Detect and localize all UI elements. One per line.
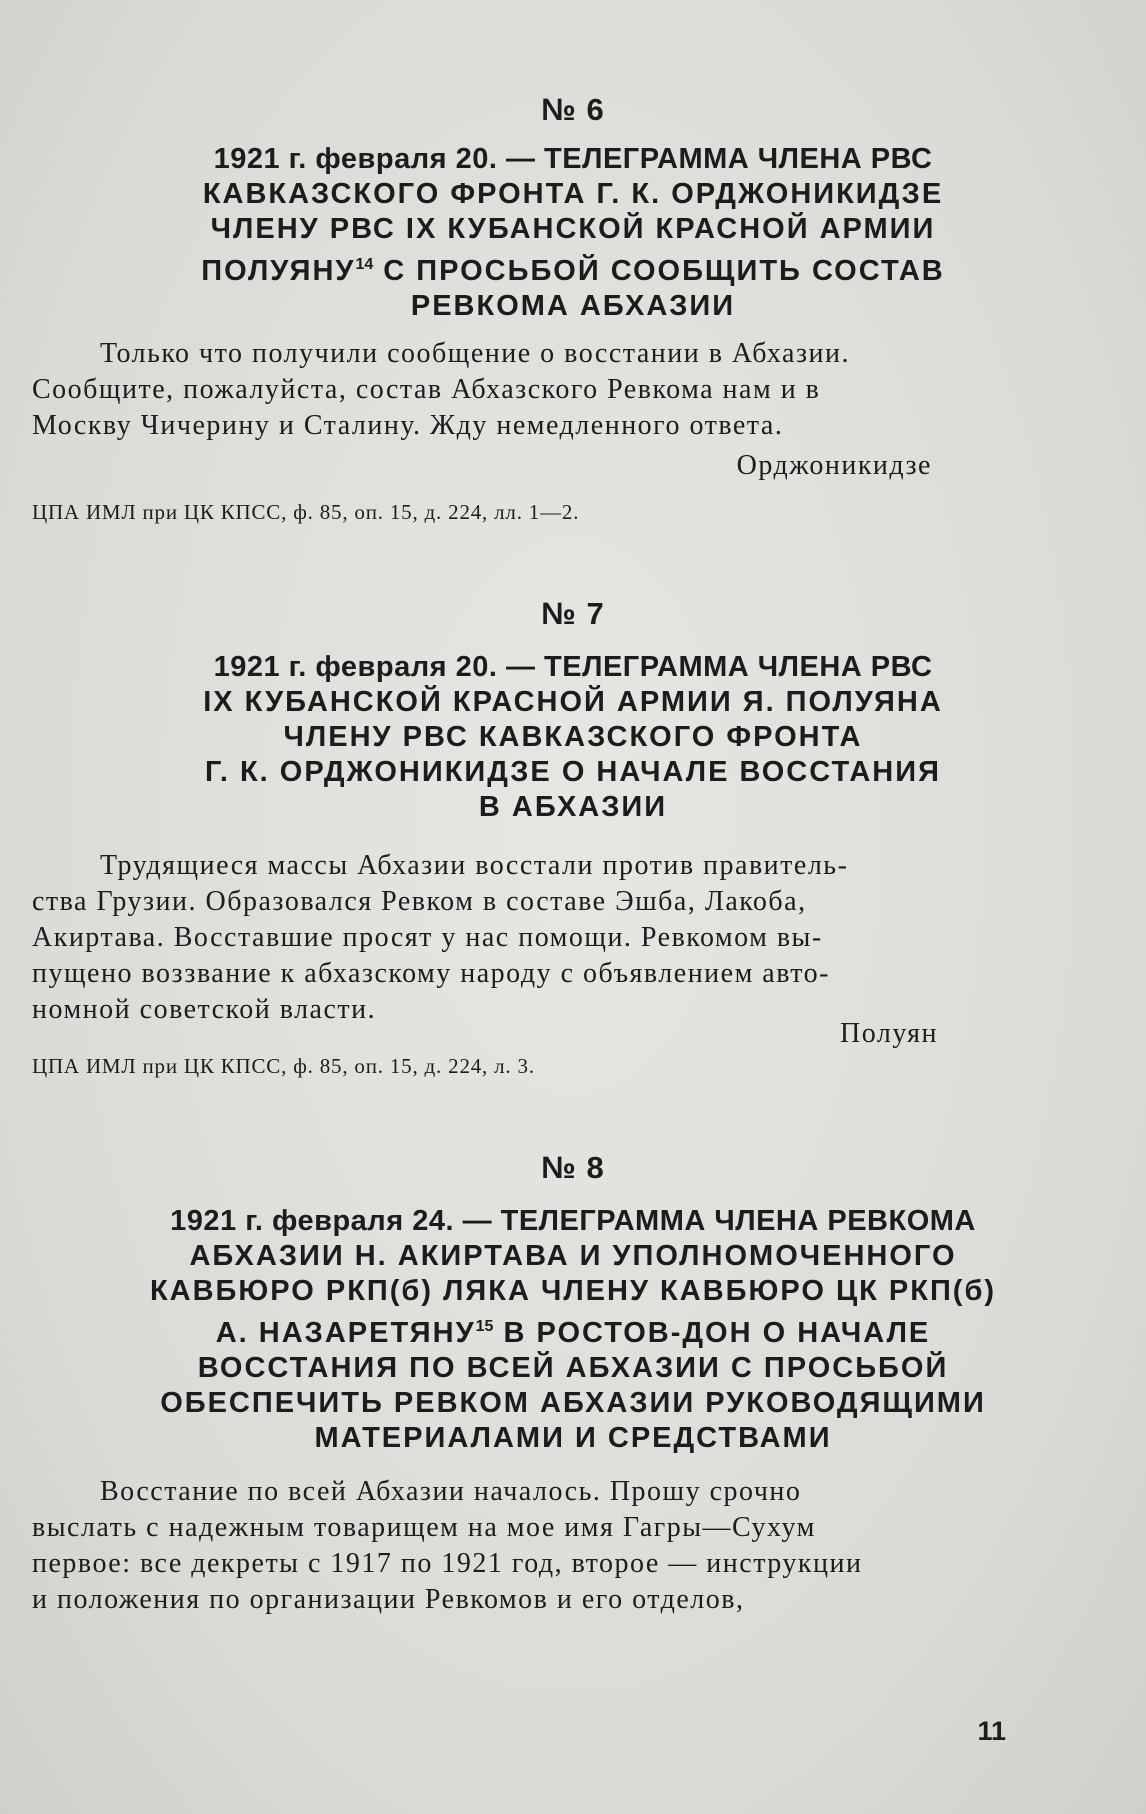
heading-line: КАВКАЗСКОГО ФРОНТА Г. К. ОРДЖОНИКИДЗЕ <box>202 178 944 210</box>
heading-line <box>0 1309 1146 1351</box>
heading-line: ЧЛЕНУ РВС КАВКАЗСКОГО ФРОНТА <box>283 721 863 753</box>
heading-line: КАВБЮРО РКП(б) ЛЯКА ЧЛЕНУ КАВБЮРО ЦК РКП(б) <box>149 1275 997 1307</box>
document-heading-7 <box>0 650 1146 825</box>
body-line: Акиртава. Восставшие просят у нас помощи. Ревкомом вы- <box>32 922 823 953</box>
document-number-8: № 8 <box>541 1150 605 1185</box>
heading-line: 1921 г. февраля 20. — ТЕЛЕГРАММА ЧЛЕНА РВС <box>213 143 933 175</box>
body-line: Только что получили сообщение о восстании в Абхазии. <box>100 338 850 369</box>
document-number-6: № 6 <box>541 92 605 127</box>
heading-line: МАТЕРИАЛАМИ И СРЕДСТВАМИ <box>314 1422 832 1454</box>
body-line: выслать с надежным товарищем на мое имя Гагры—Сухум <box>32 1512 816 1543</box>
heading-line: В АБХАЗИИ <box>478 791 668 823</box>
page-number: 11 <box>977 1716 1006 1746</box>
body-line: ства Грузии. Образовался Ревком в составе Эшба, Лакоба, <box>32 886 807 917</box>
archive-source-6: ЦПА ИМЛ при ЦК КПСС, ф. 85, оп. 15, д. 224, лл. 1—2. <box>32 500 580 524</box>
document-heading-8 <box>0 1204 1146 1456</box>
body-line: Трудящиеся массы Абхазии восстали против правитель- <box>100 850 849 881</box>
heading-line: 1921 г. февраля 24. — ТЕЛЕГРАММА ЧЛЕНА РЕВКОМА <box>170 1205 976 1237</box>
heading-line: РЕВКОМА АБХАЗИИ <box>410 290 736 322</box>
body-line: пущено воззвание к абхазскому народу с объявлением авто- <box>32 958 830 989</box>
footnote-marker: 15 <box>475 1318 494 1335</box>
archive-source-7: ЦПА ИМЛ при ЦК КПСС, ф. 85, оп. 15, д. 224, л. 3. <box>32 1054 535 1078</box>
heading-line: Г. К. ОРДЖОНИКИДЗЕ О НАЧАЛЕ ВОССТАНИЯ <box>205 756 941 788</box>
body-line: номной советской власти. <box>32 994 377 1025</box>
heading-line: 1921 г. февраля 20. — ТЕЛЕГРАММА ЧЛЕНА РВС <box>213 651 933 683</box>
heading-line: ВОССТАНИЯ ПО ВСЕЙ АБХАЗИИ С ПРОСЬБОЙ <box>197 1352 949 1384</box>
body-line: первое: все декреты с 1917 по 1921 год, второе — инструкции <box>32 1548 863 1579</box>
heading-line <box>0 247 1146 289</box>
document-heading-6 <box>0 142 1146 324</box>
body-line: Сообщите, пожалуйста, состав Абхазского Ревкома нам и в <box>32 374 821 405</box>
heading-line: ОБЕСПЕЧИТЬ РЕВКОМ АБХАЗИИ РУКОВОДЯЩИМИ <box>160 1387 986 1419</box>
heading-line: ЧЛЕНУ РВС IX КУБАНСКОЙ КРАСНОЙ АРМИИ <box>210 213 936 245</box>
heading-text: В РОСТОВ-ДОН О НАЧАЛЕ <box>493 1317 931 1349</box>
document-body-8 <box>32 1474 996 1618</box>
document-body-7 <box>32 848 996 1028</box>
body-line: Москву Чичерину и Сталину. Жду немедленного ответа. <box>32 410 784 441</box>
signature-6: Орджоникидзе <box>736 450 932 481</box>
heading-text: С ПРОСЬБОЙ СООБЩИТЬ СОСТАВ <box>373 255 945 287</box>
body-line: Восстание по всей Абхазии началось. Прошу срочно <box>100 1476 802 1507</box>
footnote-marker: 14 <box>355 256 374 273</box>
document-body-6 <box>32 336 996 444</box>
document-number-7: № 7 <box>541 596 605 631</box>
heading-text: А. НАЗАРЕТЯНУ <box>215 1317 476 1349</box>
heading-line: АБХАЗИИ Н. АКИРТАВА И УПОЛНОМОЧЕННОГО <box>189 1240 957 1272</box>
heading-text: ПОЛУЯНУ <box>201 255 356 287</box>
heading-line: IX КУБАНСКОЙ КРАСНОЙ АРМИИ Я. ПОЛУЯНА <box>203 686 943 718</box>
signature-7: Полуян <box>840 1018 938 1049</box>
body-line: и положения по организации Ревкомов и его отделов, <box>32 1584 745 1615</box>
